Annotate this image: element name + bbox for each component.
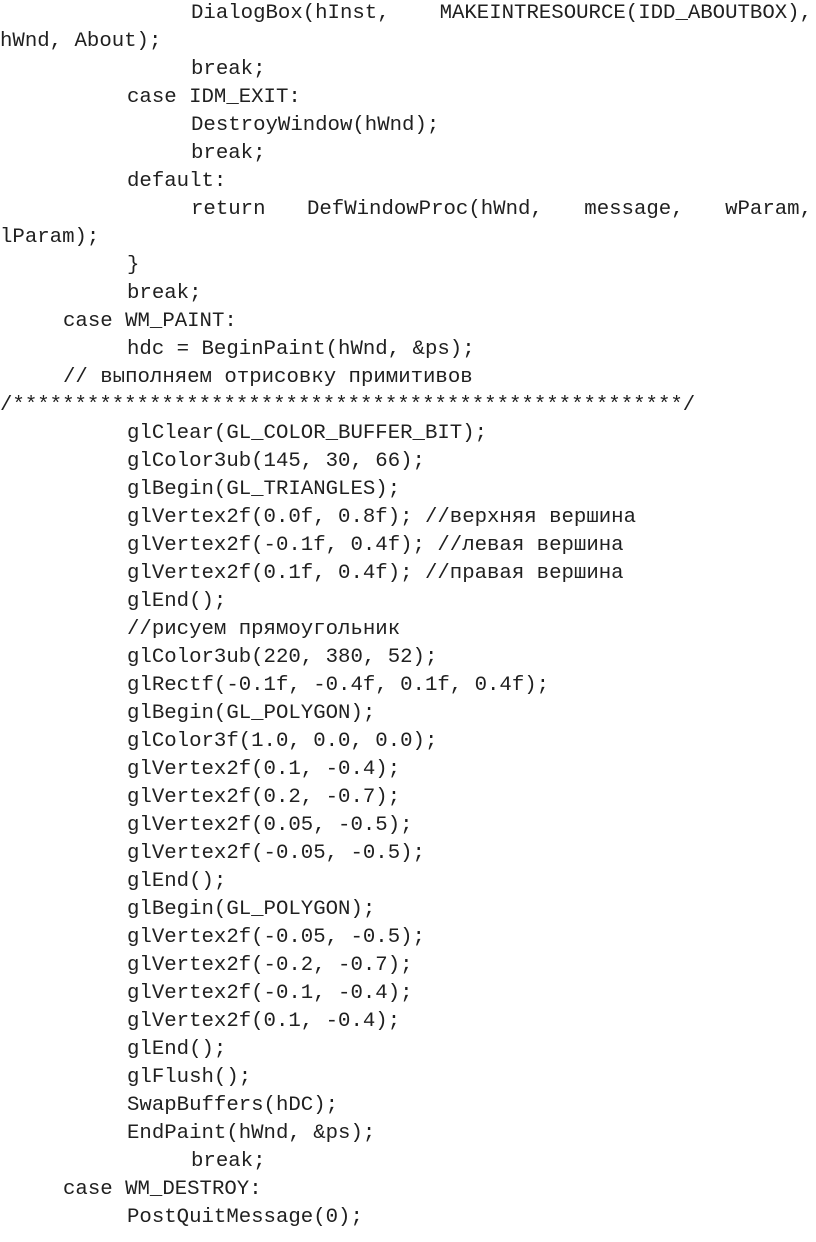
code-line: glVertex2f(0.05, -0.5); <box>127 814 413 837</box>
code-line: glVertex2f(-0.2, -0.7); <box>127 954 413 977</box>
code-line: case WM_PAINT: <box>63 310 237 333</box>
code-token: DialogBox(hInst, <box>191 2 390 25</box>
code-line: case WM_DESTROY: <box>63 1178 262 1201</box>
code-line: break; <box>127 282 202 305</box>
code-line: glVertex2f(-0.05, -0.5); <box>127 842 425 865</box>
code-line: default: <box>127 170 227 193</box>
code-line: case IDM_EXIT: <box>127 86 301 109</box>
code-token: message, <box>584 198 684 221</box>
code-line: glColor3f(1.0, 0.0, 0.0); <box>127 730 438 753</box>
code-line: glColor3ub(145, 30, 66); <box>127 450 425 473</box>
code-line: glVertex2f(-0.1f, 0.4f); //левая вершина <box>127 534 624 557</box>
code-line: glBegin(GL_TRIANGLES); <box>127 478 401 501</box>
code-line: glFlush(); <box>127 1066 252 1089</box>
code-line <box>191 196 812 224</box>
code-comment: // выполняем отрисовку примитивов <box>63 366 473 389</box>
code-line: DestroyWindow(hWnd); <box>191 114 440 137</box>
code-line: hWnd, About); <box>0 30 162 53</box>
code-token: return <box>191 198 266 221</box>
code-line: glVertex2f(0.1, -0.4); <box>127 758 401 781</box>
code-line: glVertex2f(-0.05, -0.5); <box>127 926 425 949</box>
code-line: break; <box>191 1150 266 1173</box>
code-line: break; <box>191 142 266 165</box>
code-line <box>191 0 812 28</box>
code-line: glClear(GL_COLOR_BUFFER_BIT); <box>127 422 488 445</box>
code-token: MAKEINTRESOURCE(IDD_ABOUTBOX), <box>439 2 812 25</box>
code-line: glVertex2f(0.2, -0.7); <box>127 786 401 809</box>
code-line: SwapBuffers(hDC); <box>127 1094 339 1117</box>
code-line: } <box>127 254 140 277</box>
code-line: glRectf(-0.1f, -0.4f, 0.1f, 0.4f); <box>127 674 550 697</box>
code-line: glVertex2f(-0.1, -0.4); <box>127 982 413 1005</box>
code-line: glEnd(); <box>127 1038 227 1061</box>
code-line: break; <box>191 58 266 81</box>
code-line: glVertex2f(0.1f, 0.4f); //правая вершина <box>127 562 624 585</box>
code-line: hdc = BeginPaint(hWnd, &ps); <box>127 338 475 361</box>
code-line: glBegin(GL_POLYGON); <box>127 898 376 921</box>
code-line: glColor3ub(220, 380, 52); <box>127 646 438 669</box>
code-line: glEnd(); <box>127 870 227 893</box>
code-line: glVertex2f(0.1, -0.4); <box>127 1010 401 1033</box>
code-line: glEnd(); <box>127 590 227 613</box>
code-token: DefWindowProc(hWnd, <box>306 198 543 221</box>
code-comment: //рисуем прямоугольник <box>127 618 401 641</box>
code-line: glVertex2f(0.0f, 0.8f); //верхняя вершина <box>127 506 636 529</box>
code-line: glBegin(GL_POLYGON); <box>127 702 376 725</box>
code-line: lParam); <box>0 226 100 249</box>
code-token: wParam, <box>725 198 812 221</box>
code-separator: /******************************************************/ <box>0 394 696 417</box>
code-line: EndPaint(hWnd, &ps); <box>127 1122 376 1145</box>
code-line: PostQuitMessage(0); <box>127 1206 363 1229</box>
